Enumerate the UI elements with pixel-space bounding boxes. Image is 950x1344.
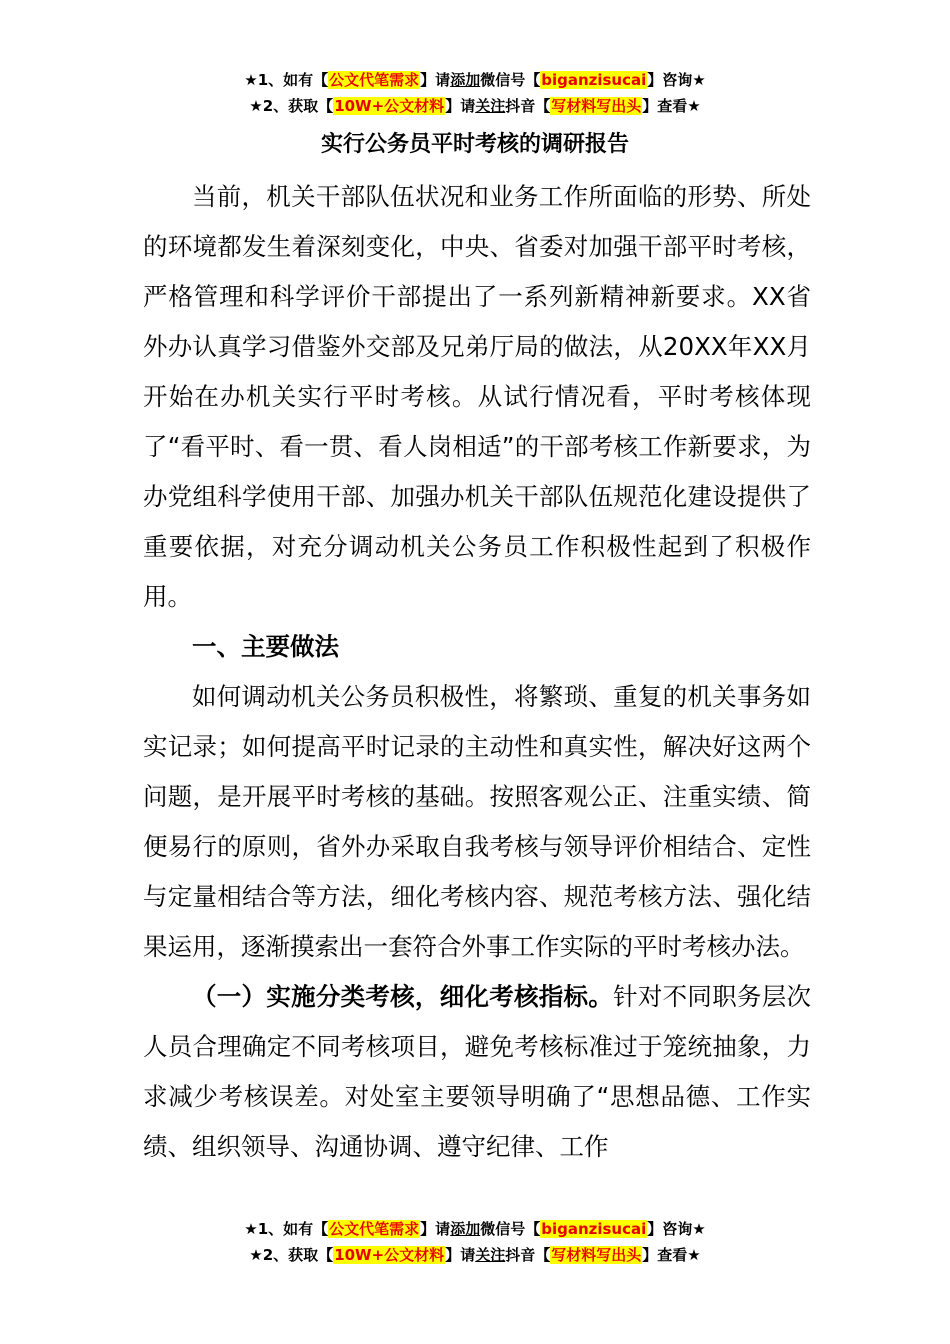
highlight-text: 写材料写出头 [551, 97, 642, 115]
subsection-heading: （一）实施分类考核，细化考核指标。 [192, 982, 614, 1011]
banner-text: 】请 [445, 97, 476, 115]
underlined-text: 添加 [450, 1220, 481, 1238]
banner-text: 】查看★ [642, 1246, 701, 1264]
highlight-text: 10W+公文材料 [334, 1246, 445, 1264]
footer-banner [0, 1216, 950, 1268]
banner-text: 】请 [420, 71, 451, 89]
highlight-text: 公文代笔需求 [329, 1220, 420, 1238]
banner-line-1 [0, 1216, 950, 1242]
paragraph-text: 针对不同职务层次人员合理确定不同考核项目，避免考核标准过于笼统抽象，力求减少考核误差。对处室主要领导明确了“思想品德、工作实绩、组织领导、沟通协调、遵守纪律、工作 [143, 982, 812, 1161]
banner-text: 微信号【 [480, 71, 541, 89]
highlight-text: 公文代笔需求 [329, 71, 420, 89]
underlined-text: 关注 [475, 97, 506, 115]
banner-text: ★2、获取【 [249, 1246, 334, 1264]
paragraph-intro: 当前，机关干部队伍状况和业务工作所面临的形势、所处的环境都发生着深刻变化，中央、省委对加强干部平时考核，严格管理和科学评价干部提出了一系列新精神新要求。XX省外办认真学习借鉴外交部及兄弟厅局的做法，从20XX年XX月开始在办机关实行平时考核。从试行情况看，平时考核体现了“看平时、看一贯、看人岗相适”的干部考核工作新要求，为办党组科学使用干部、加强办机关干部队伍规范化建设提供了重要依据，对充分调动机关公务员工作积极性起到了积极作用。 [143, 182, 811, 611]
banner-text: 】咨询★ [647, 71, 706, 89]
section-heading: 一、主要做法 [192, 632, 339, 661]
banner-text: ★1、如有【 [244, 1220, 329, 1238]
highlight-text: biganzisucai [541, 1220, 647, 1238]
banner-text: 】查看★ [642, 97, 701, 115]
banner-text: 抖音【 [505, 1246, 551, 1264]
document-body [143, 172, 811, 1172]
banner-text: ★2、获取【 [249, 97, 334, 115]
banner-text: 抖音【 [505, 97, 551, 115]
header-banner [0, 67, 950, 119]
document-title: 实行公务员平时考核的调研报告 [320, 132, 629, 157]
highlight-text: 写材料写出头 [551, 1246, 642, 1264]
banner-line-2 [0, 93, 950, 119]
underlined-text: 关注 [475, 1246, 506, 1264]
banner-text: 】请 [445, 1246, 476, 1264]
banner-text: ★1、如有【 [244, 71, 329, 89]
banner-text: 】咨询★ [647, 1220, 706, 1238]
highlight-text: biganzisucai [541, 71, 647, 89]
highlight-text: 10W+公文材料 [334, 97, 445, 115]
underlined-text: 添加 [450, 71, 481, 89]
banner-text: 】请 [420, 1220, 451, 1238]
paragraph-methods: 如何调动机关公务员积极性，将繁琐、重复的机关事务如实记录；如何提高平时记录的主动性和真实性，解决好这两个问题，是开展平时考核的基础。按照客观公正、注重实绩、简便易行的原则，省外办采取自我考核与领导评价相结合、定性与定量相结合等方法，细化考核内容、规范考核方法、强化结果运用，逐渐摸索出一套符合外事工作实际的平时考核办法。 [143, 682, 811, 961]
banner-line-2 [0, 1242, 950, 1268]
banner-line-1 [0, 67, 950, 93]
banner-text: 微信号【 [480, 1220, 541, 1238]
paragraph-classification [143, 972, 811, 1172]
